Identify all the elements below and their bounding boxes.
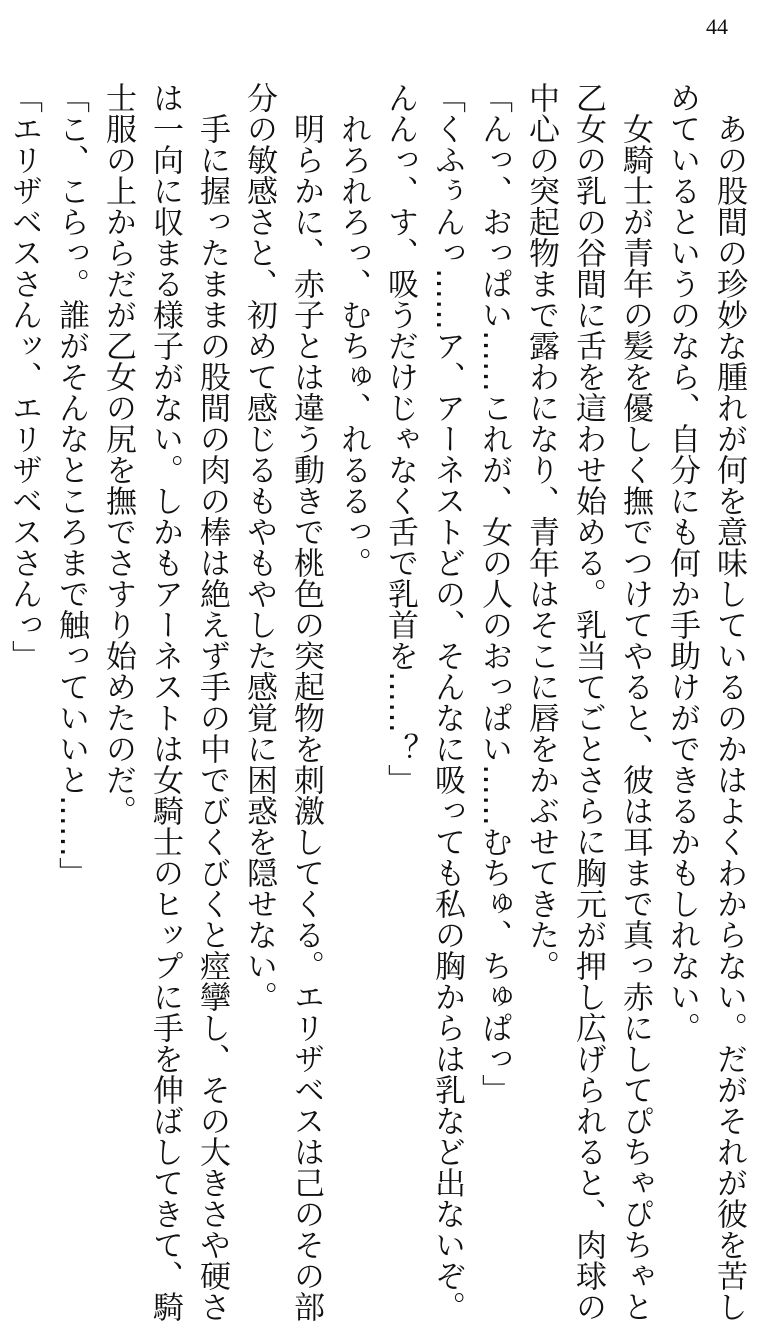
page-number: 44	[706, 14, 728, 39]
text-column-1: あの股間の珍妙な腫れが何を意味しているのかはよくわからない。だがそれが彼を苦し	[711, 82, 747, 1322]
text-column-7: 「くふぅんっ……ア、アーネストどの、そんなに吸っても私の胸からは乳など出ないぞ。	[429, 82, 465, 1322]
text-column-6: 「んっ、おっぱい……これが、女の人のおっぱい……むちゅ、ちゅぱっ」	[476, 82, 512, 1105]
text-column-16: 「エリザベスさんッ、エリザベスさんっ」	[6, 82, 42, 671]
text-column-2: めているというのなら、自分にも何か手助けができるかもしれない。	[664, 82, 700, 1043]
text-column-15: 「こ、こらっ。誰がそんなところまで触っていいと……」	[53, 82, 89, 888]
vertical-text-body	[6, 82, 752, 1322]
text-column-5: 中心の突起物まで露わになり、青年はそこに唇をかぶせてきた。	[523, 82, 559, 981]
text-column-11: 分の敏感さと、初めて感じるもやもやした感覚に困惑を隠せない。	[241, 82, 277, 1012]
text-column-9: れろれろっ、むちゅ、れるるっ。	[335, 82, 371, 578]
text-column-13: は一向に収まる様子がない。しかもアーネストは女騎士のヒップに手を伸ばしてきて、騎	[147, 82, 183, 1322]
text-column-12: 手に握ったままの股間の肉の棒は絶えず手の中でびくびくと痙攣し、その大きさや硬さ	[194, 82, 230, 1322]
text-column-4: 乙女の乳の谷間に舌を這わせ始める。乳当てごとさらに胸元が押し広げられると、肉球の	[570, 82, 606, 1322]
text-column-14: 士服の上からだが乙女の尻を撫でさすり始めたのだ。	[100, 82, 136, 826]
text-column-8: んんっ、す、吸うだけじゃなく舌で乳首を……？」	[382, 82, 418, 795]
text-column-3: 女騎士が青年の髪を優しく撫でつけてやると、彼は耳まで真っ赤にしてぴちゃぴちゃと	[617, 82, 653, 1322]
text-column-10: 明らかに、赤子とは違う動きで桃色の突起物を刺激してくる。エリザベスは己のその部	[288, 82, 324, 1322]
